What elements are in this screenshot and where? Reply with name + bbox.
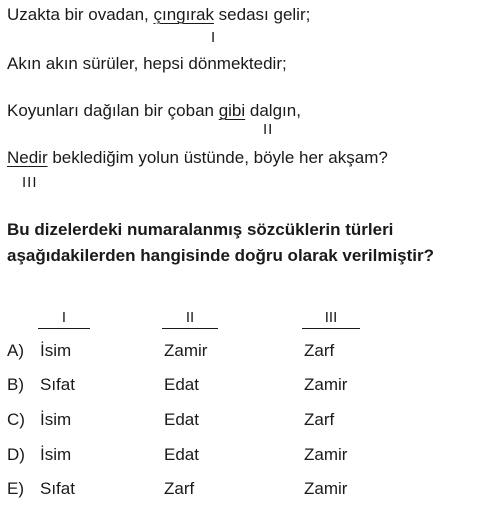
poem-line-2: Akın akın sürüler, hepsi dönmektedir; — [7, 54, 287, 73]
numbered-word-3: Nedir — [7, 148, 48, 167]
column-header-3-rule — [302, 328, 360, 329]
option-cell-1: Sıfat — [40, 375, 75, 394]
poem-line-3-after: dalgın, — [245, 101, 301, 120]
column-header-1-rule — [38, 328, 90, 329]
poem-line-3-before: Koyunları dağılan bir çoban — [7, 101, 219, 120]
option-cell-2: Edat — [164, 410, 199, 429]
poem-line-1-before: Uzakta bir ovadan, — [7, 5, 154, 24]
option-cell-3: Zarf — [304, 341, 335, 360]
option-cell-2: Zarf — [164, 479, 195, 498]
column-header-2-rule — [162, 328, 218, 329]
option-letter: B) — [7, 375, 24, 394]
marker-1: I — [211, 29, 217, 46]
poem-line-4 — [7, 148, 388, 168]
column-header-1-label: I — [61, 309, 67, 326]
option-cell-2: Edat — [164, 445, 199, 464]
option-cell-3: Zamir — [304, 479, 348, 498]
option-cell-1: İsim — [40, 341, 72, 360]
marker-2: II — [263, 121, 274, 138]
question-text: Bu dizelerdeki numaralanmış sözcüklerin türleri aşağıdakilerden hangisinde doğru olarak verilmiştir? — [7, 220, 435, 265]
column-header-1 — [38, 309, 90, 329]
poem-line-1 — [7, 5, 310, 25]
column-header-2-label: II — [185, 309, 195, 326]
option-cell-1: Sıfat — [40, 479, 75, 498]
numbered-word-2: gibi — [218, 101, 246, 120]
column-header-3 — [302, 309, 360, 329]
poem-line-3 — [7, 101, 301, 121]
column-header-2 — [162, 309, 218, 329]
numbered-word-1: çıngırak — [153, 5, 214, 24]
option-letter: D) — [7, 445, 25, 464]
option-letter: A) — [7, 341, 24, 360]
option-cell-2: Zamir — [164, 341, 208, 360]
option-letter: E) — [7, 479, 24, 498]
poem-line-4-after: beklediğim yolun üstünde, böyle her akşam? — [47, 148, 388, 167]
marker-3: III — [22, 174, 38, 191]
option-cell-1: İsim — [40, 410, 72, 429]
option-letter: C) — [7, 410, 25, 429]
poem-line-1-after: sedası gelir; — [213, 5, 311, 24]
column-header-3-label: III — [324, 309, 338, 326]
option-cell-3: Zamir — [304, 375, 348, 394]
option-cell-3: Zamir — [304, 445, 348, 464]
option-cell-2: Edat — [164, 375, 199, 394]
option-cell-1: İsim — [40, 445, 72, 464]
option-cell-3: Zarf — [304, 410, 335, 429]
